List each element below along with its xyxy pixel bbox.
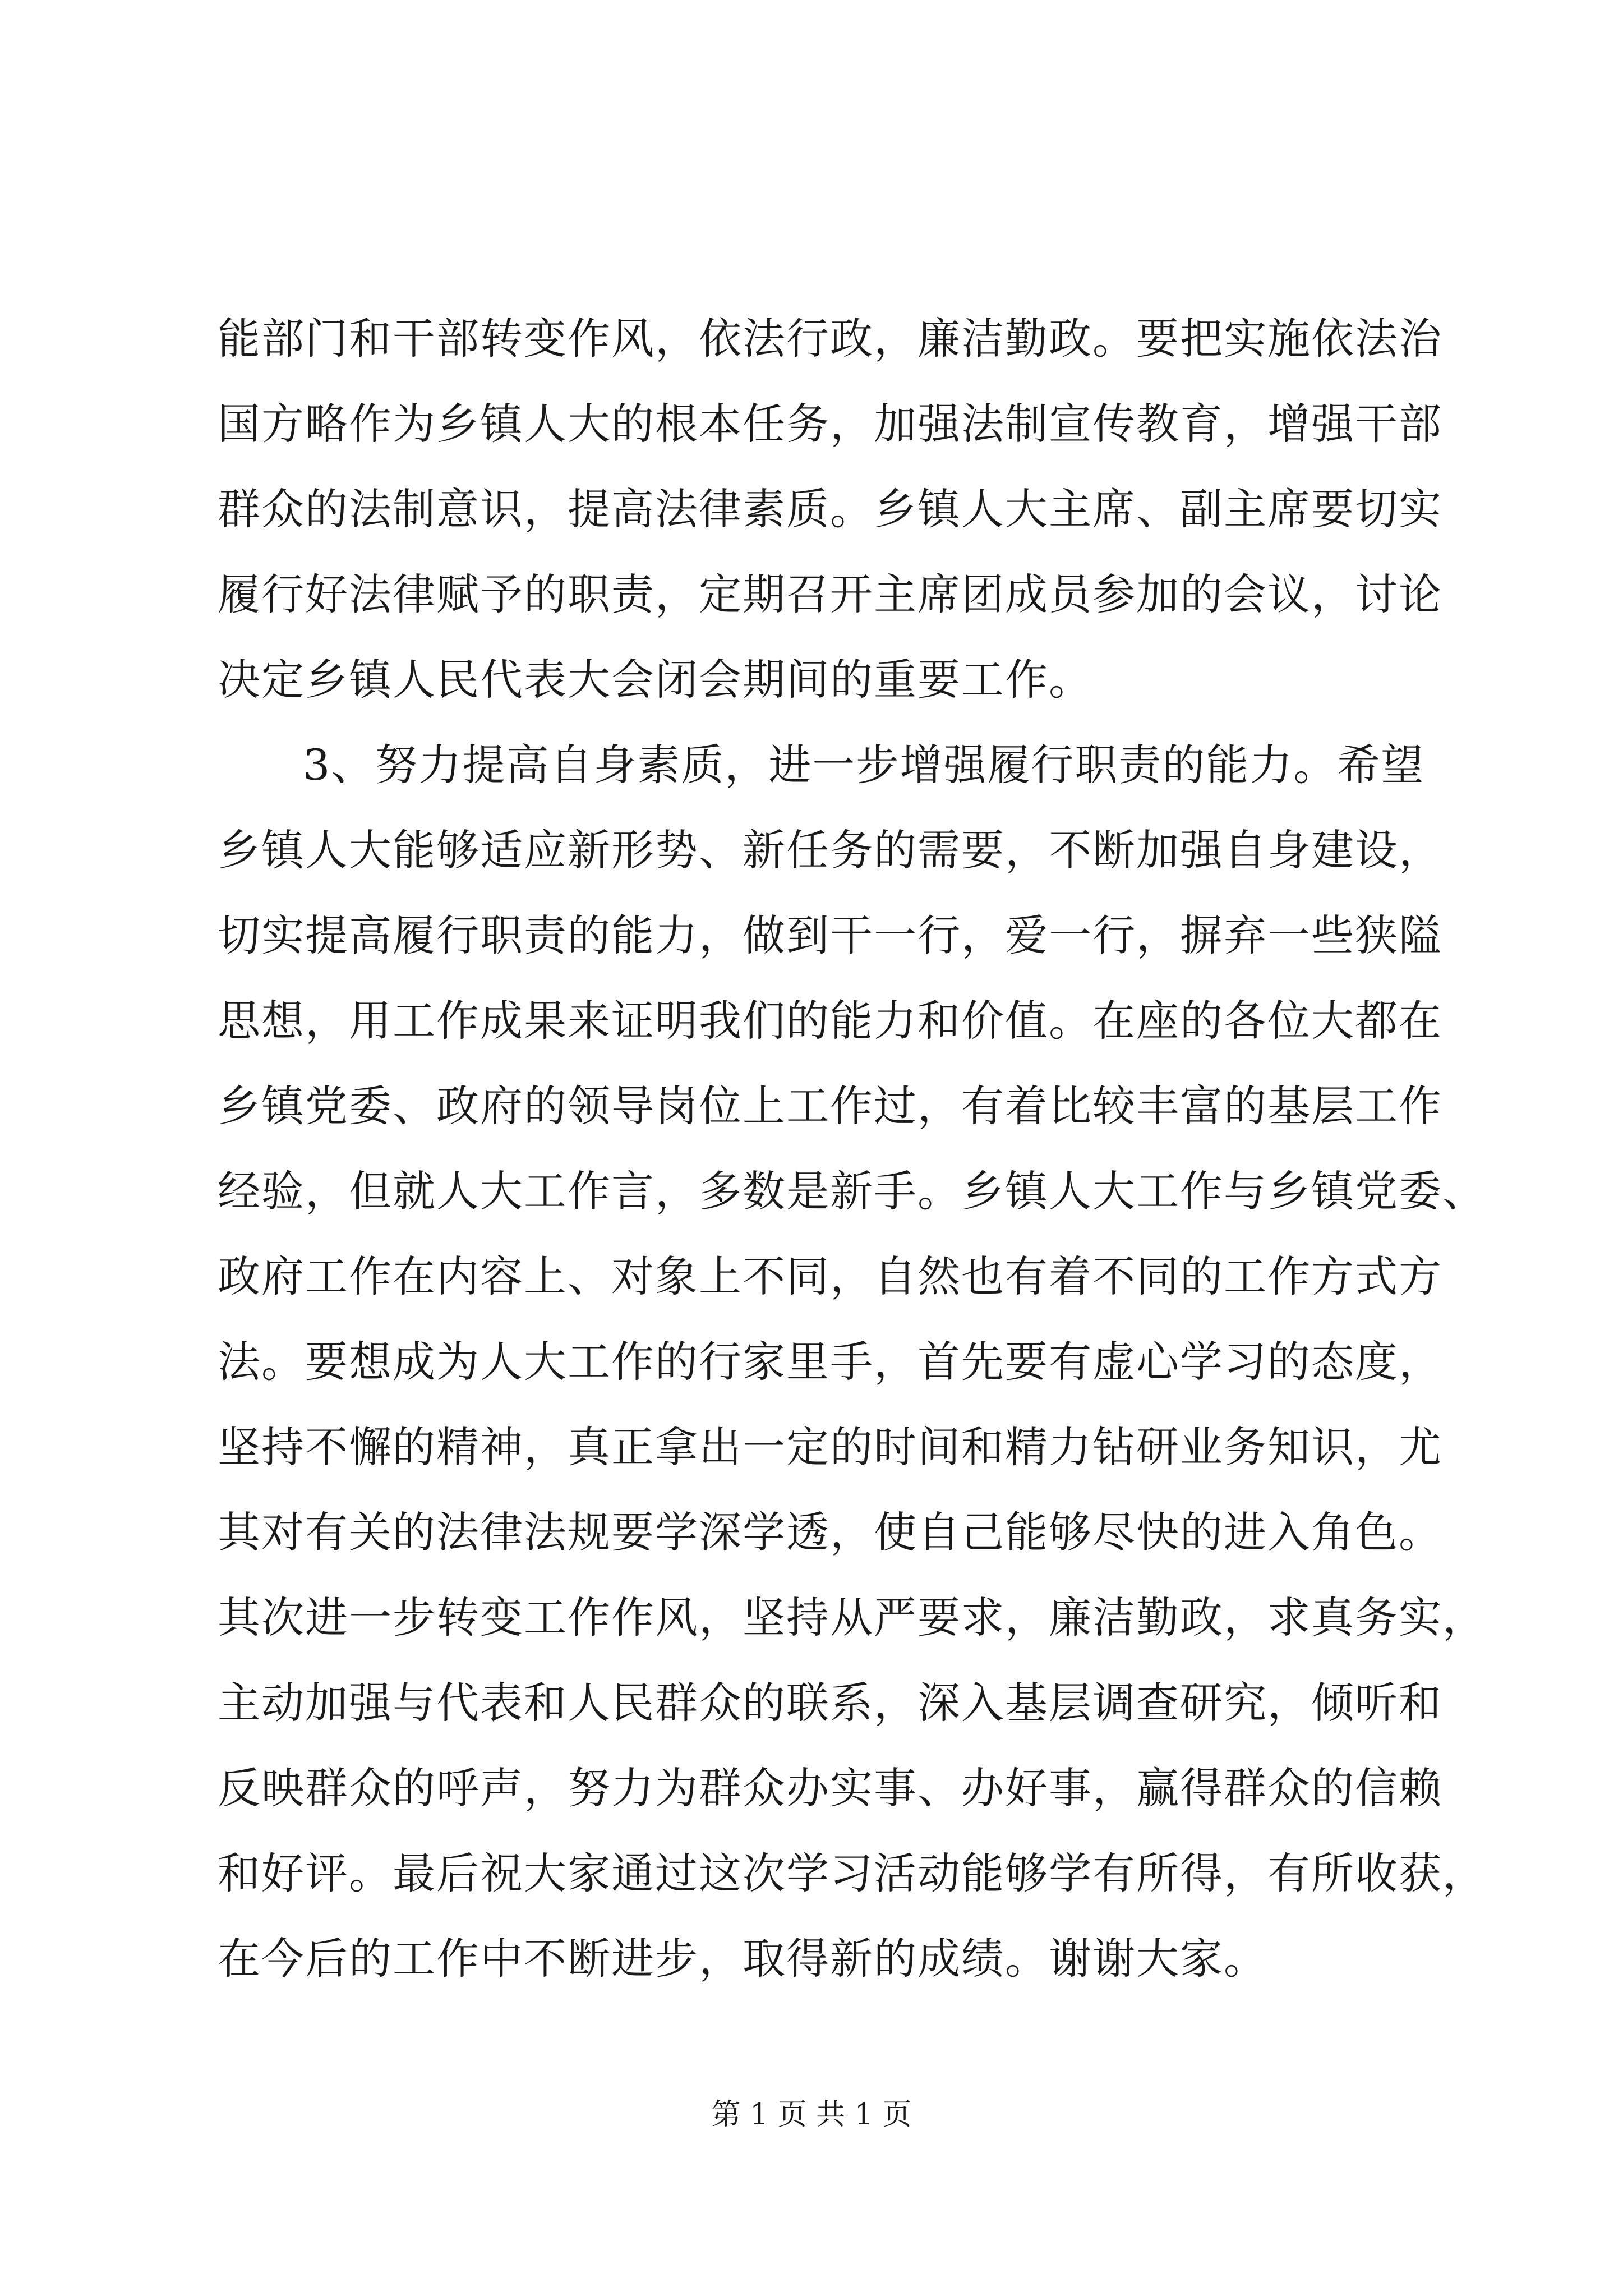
text-line: 能部门和干部转变作风，依法行政，廉洁勤政。要把实施依法治	[218, 314, 1442, 364]
text-line: 乡镇党委、政府的领导岗位上工作过，有着比较丰富的基层工作	[218, 1081, 1442, 1131]
text-line: 乡镇人大能够适应新形势、新任务的需要，不断加强自身建设，	[218, 825, 1442, 875]
text-line: 其对有关的法律法规要学深学透，使自己能够尽快的进入角色。	[218, 1507, 1442, 1557]
text-line: 切实提高履行职责的能力，做到干一行，爱一行，摒弃一些狭隘	[218, 910, 1442, 960]
text-line: 群众的法制意识，提高法律素质。乡镇人大主席、副主席要切实	[218, 484, 1442, 534]
paragraph	[218, 296, 1442, 723]
paragraph	[218, 723, 1486, 2001]
text-line: 主动加强与代表和人民群众的联系，深入基层调查研究，倾听和	[218, 1678, 1442, 1728]
text-line: 其次进一步转变工作作风，坚持从严要求，廉洁勤政，求真务实，	[218, 1593, 1486, 1642]
text-line: 政府工作在内容上、对象上不同，自然也有着不同的工作方式方	[218, 1251, 1442, 1301]
text-line: 和好评。最后祝大家通过这次学习活动能够学有所得，有所收获，	[218, 1848, 1486, 1898]
text-line: 经验，但就人大工作言，多数是新手。乡镇人大工作与乡镇党委、	[218, 1166, 1486, 1216]
document-body	[218, 296, 1486, 2001]
text-line: 在今后的工作中不断进步，取得新的成绩。谢谢大家。	[218, 1934, 1267, 1984]
text-line: 履行好法律赋予的职责，定期召开主席团成员参加的会议，讨论	[218, 569, 1442, 619]
text-line: 国方略作为乡镇人大的根本任务，加强法制宣传教育，增强干部	[218, 399, 1442, 449]
text-line: 坚持不懈的精神，真正拿出一定的时间和精力钻研业务知识，尤	[218, 1422, 1442, 1472]
text-line: 法。要想成为人大工作的行家里手，首先要有虚心学习的态度，	[218, 1337, 1442, 1387]
text-line: 反映群众的呼声，努力为群众办实事、办好事，赢得群众的信赖	[218, 1763, 1442, 1813]
text-line: 思想，用工作成果来证明我们的能力和价值。在座的各位大都在	[218, 996, 1442, 1046]
page-footer: 第 1 页 共 1 页	[711, 2098, 912, 2132]
text-line: 决定乡镇人民代表大会闭会期间的重要工作。	[218, 655, 1092, 705]
text-line: 3、努力提高自身素质，进一步增强履行职责的能力。希望	[303, 740, 1425, 790]
